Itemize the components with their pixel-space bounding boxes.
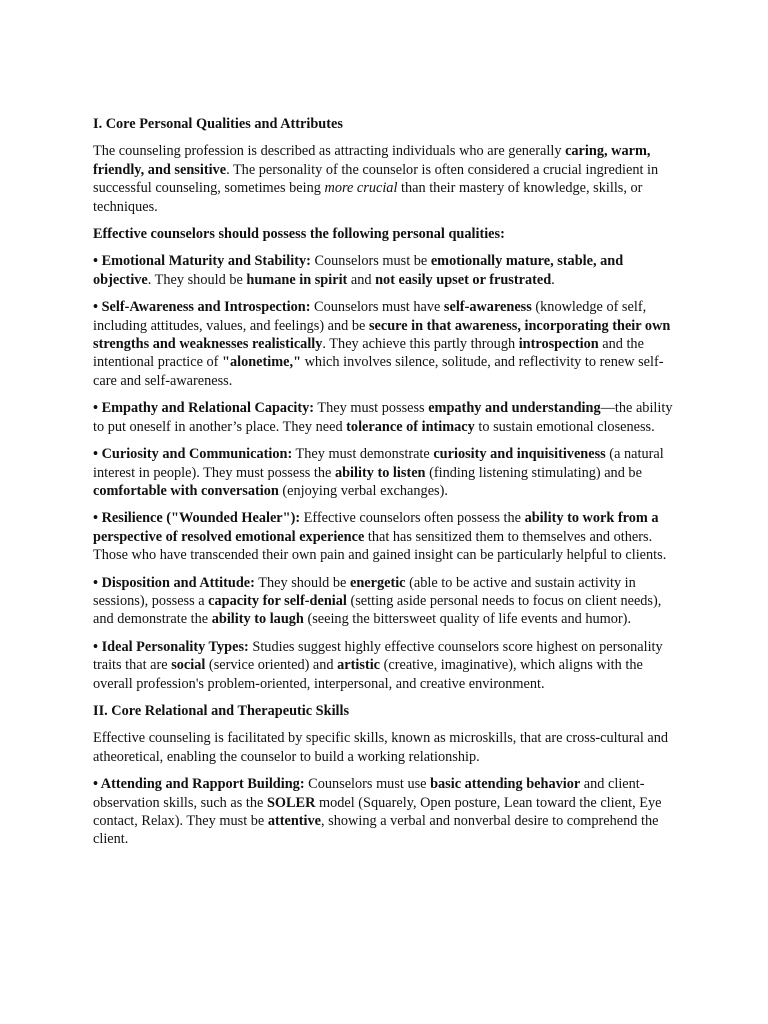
list-item-empathy: • Empathy and Relational Capacity: They must possess empathy and understanding—the ability to put oneself in another’s place. They need tolerance of intimacy to sustain emotional closeness.: [93, 400, 673, 435]
section-heading-core-personal-qualities: I. Core Personal Qualities and Attributes: [93, 116, 343, 132]
document-page: [93, 115, 683, 858]
list-item-attending: • Attending and Rapport Building: Counselors must use basic attending behavior and client-observation skills, such as the SOLER model (Squarely, Open posture, Lean toward the client, Eye contact, Relax). They must be attentive, showing a verbal and nonverbal desire to comprehend the client.: [93, 776, 662, 848]
list-item-self-awareness: • Self-Awareness and Introspection: Counselors must have self-awareness (knowledge of self, including attitudes, values, and feelings) and be secure in that awareness, incorporating their own strengths and weaknesses realistically. They achieve this partly through introspection and the intentional practice of "alonetime," which involves silence, solitude, and reflectivity to renew self-care and self-awareness.: [93, 299, 671, 389]
paragraph-intro-personality: The counseling profession is described as attracting individuals who are generally caring, warm, friendly, and sensitive. The personality of the counselor is often considered a crucial ingredient in successful counseling, sometimes being more crucial than their mastery of knowledge, skills, or techniques.: [93, 143, 659, 215]
list-item-disposition: • Disposition and Attitude: They should be energetic (able to be active and sustain activity in sessions), possess a capacity for self-denial (setting aside personal needs to focus on client needs), and demonstrate the ability to laugh (seeing the bittersweet quality of life events and humor).: [93, 574, 662, 628]
list-item-resilience: • Resilience ("Wounded Healer"): Effective counselors often possess the ability to work from a perspective of resolved emotional experience that has sensitized them to themselves and others. Those who have transcended their own pain and gained insight can be particularly helpful to clients.: [93, 510, 667, 564]
subheading-personal-qualities: Effective counselors should possess the following personal qualities:: [93, 226, 505, 243]
list-item-personality-types: • Ideal Personality Types: Studies suggest highly effective counselors score highest on personality traits that are social (service oriented) and artistic (creative, imaginative), which aligns with the overall profession's problem-oriented, interpersonal, and creative environment.: [93, 638, 663, 692]
list-item-curiosity: • Curiosity and Communication: They must demonstrate curiosity and inquisitiveness (a natural interest in people). They must possess the ability to listen (finding listening stimulating) and be comfortable with conversation (enjoying verbal exchanges).: [93, 446, 664, 499]
paragraph-intro-microskills: Effective counseling is facilitated by specific skills, known as microskills, that are cross-cultural and atheoretical, enabling the counselor to build a working relationship.: [93, 730, 669, 765]
list-item-emotional-maturity: • Emotional Maturity and Stability: Counselors must be emotionally mature, stable, and objective. They should be humane in spirit and not easily upset or frustrated.: [93, 253, 624, 288]
section-heading-relational-skills: II. Core Relational and Therapeutic Skills: [93, 702, 350, 719]
